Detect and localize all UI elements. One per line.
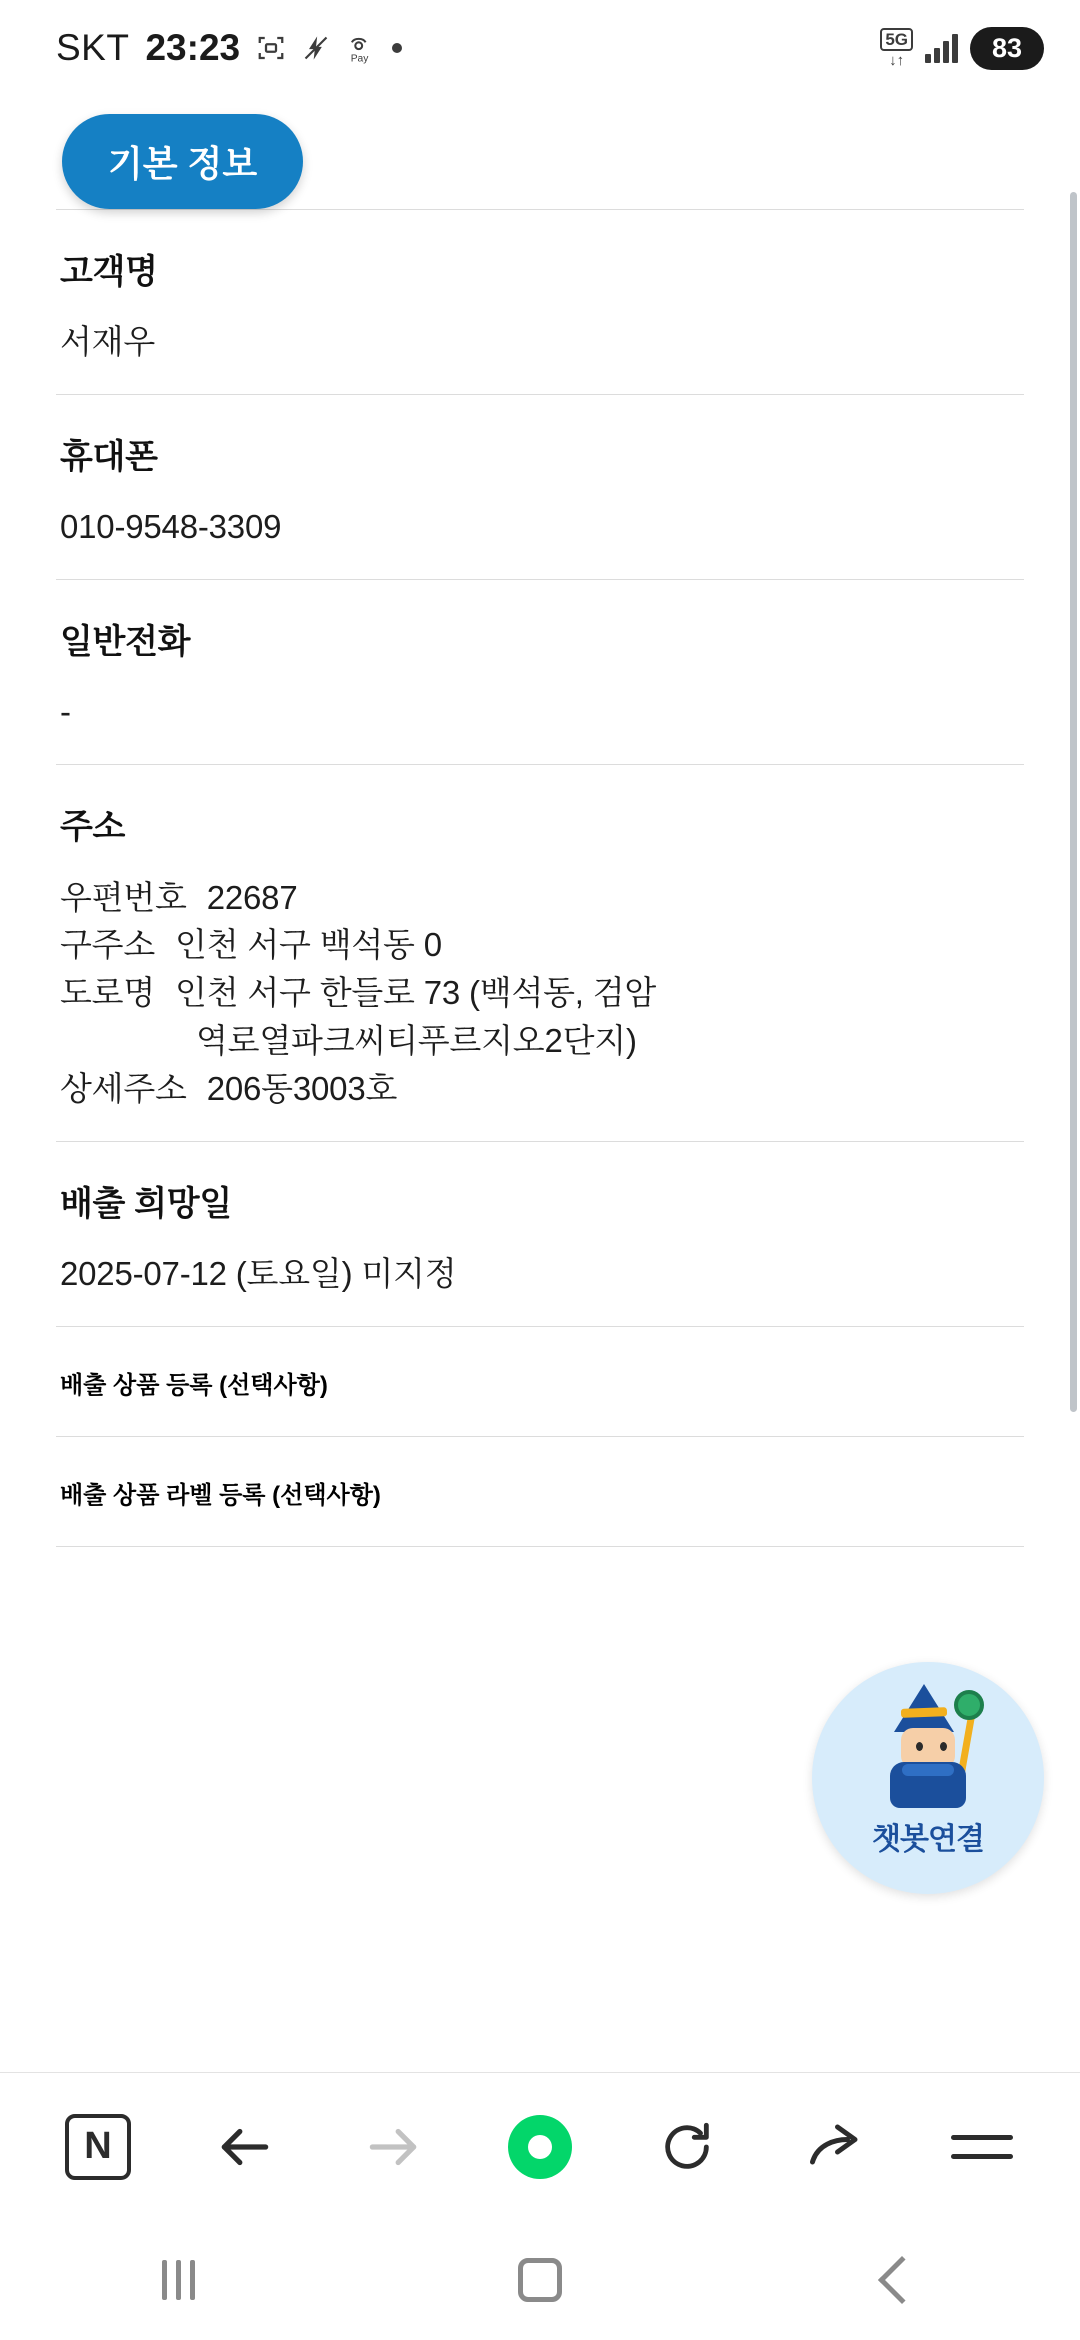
naver-logo-label: N bbox=[65, 2114, 131, 2180]
field-landline-phone bbox=[56, 580, 1024, 764]
home-icon[interactable] bbox=[494, 2101, 586, 2193]
field-label: 일반전화 bbox=[60, 622, 191, 661]
home-button-icon[interactable] bbox=[518, 2258, 562, 2302]
field-customer-name bbox=[56, 210, 1024, 394]
address-row-value: 역로열파크씨티푸르지오2단지) bbox=[196, 1022, 637, 1060]
address-row-continuation bbox=[60, 1017, 1020, 1065]
field-value: - bbox=[60, 692, 71, 730]
samsung-pay-icon bbox=[346, 32, 376, 64]
field-label-register[interactable] bbox=[56, 1437, 1024, 1546]
address-row-label: 상세주소 bbox=[60, 1069, 187, 1107]
share-icon[interactable] bbox=[789, 2101, 881, 2193]
tab-basic-info[interactable]: 기본 정보 bbox=[62, 114, 303, 209]
signal-bars-icon bbox=[925, 33, 958, 63]
field-label: 고객명 bbox=[60, 253, 158, 291]
field-value[interactable]: 2025-07-12 (토요일) 미지정 bbox=[60, 1254, 457, 1292]
screenshot-icon bbox=[256, 33, 286, 63]
address-row-label: 우편번호 bbox=[60, 878, 187, 916]
network-type-icon: 5G ↓↑ bbox=[880, 28, 913, 68]
field-product-register[interactable] bbox=[56, 1327, 1024, 1436]
address-row bbox=[60, 874, 1020, 922]
carrier-label: SKT bbox=[56, 27, 130, 68]
back-button-icon[interactable] bbox=[877, 2256, 925, 2304]
vertical-scrollbar[interactable] bbox=[1070, 192, 1077, 1412]
menu-icon[interactable] bbox=[936, 2101, 1028, 2193]
svg-text:Pay: Pay bbox=[350, 53, 369, 64]
status-clock: 23:23 bbox=[145, 27, 241, 68]
android-nav-bar bbox=[0, 2220, 1080, 2340]
page-content bbox=[0, 96, 1080, 2072]
vibrate-mute-icon bbox=[302, 33, 330, 63]
address-row-value: 인천 서구 한들로 73 (백석동, 검암 bbox=[175, 974, 657, 1012]
forward-icon[interactable] bbox=[347, 2101, 439, 2193]
divider bbox=[56, 1546, 1024, 1547]
address-row-value: 206동3003호 bbox=[206, 1069, 398, 1107]
field-label: 배출 상품 라벨 등록 (선택사항) bbox=[60, 1481, 381, 1509]
status-bar-right bbox=[880, 27, 1044, 70]
refresh-icon[interactable] bbox=[641, 2101, 733, 2193]
recents-icon[interactable] bbox=[162, 2260, 195, 2300]
wizard-mascot-icon bbox=[868, 1684, 988, 1808]
browser-toolbar bbox=[0, 2072, 1080, 2220]
chatbot-label: 챗봇연결 bbox=[872, 1823, 984, 1856]
address-row bbox=[60, 921, 1020, 969]
battery-indicator: 83 bbox=[970, 27, 1044, 70]
field-label: 배출 상품 등록 (선택사항) bbox=[60, 1371, 328, 1399]
address-row bbox=[60, 969, 1020, 1017]
field-label: 휴대폰 bbox=[60, 437, 158, 476]
field-label: 배출 희망일 bbox=[60, 1184, 232, 1223]
status-bar bbox=[0, 0, 1080, 96]
field-mobile-phone bbox=[56, 395, 1024, 579]
status-bar-left bbox=[56, 27, 402, 69]
field-address bbox=[56, 765, 1024, 1141]
field-label: 주소 bbox=[60, 807, 126, 846]
address-row-label: 구주소 bbox=[60, 926, 156, 964]
field-value[interactable]: 010-9548-3309 bbox=[60, 507, 282, 545]
field-value: 서재우 bbox=[60, 323, 156, 360]
address-row-value: 인천 서구 백석동 0 bbox=[175, 926, 442, 964]
address-row-label: 도로명 bbox=[60, 974, 156, 1012]
address-row bbox=[60, 1065, 1020, 1113]
dot-indicator-icon bbox=[392, 43, 402, 53]
back-icon[interactable] bbox=[199, 2101, 291, 2193]
field-discharge-date bbox=[56, 1142, 1024, 1326]
address-row-value: 22687 bbox=[206, 878, 298, 916]
naver-app-icon[interactable] bbox=[52, 2101, 144, 2193]
chatbot-float-button[interactable] bbox=[812, 1662, 1044, 1894]
